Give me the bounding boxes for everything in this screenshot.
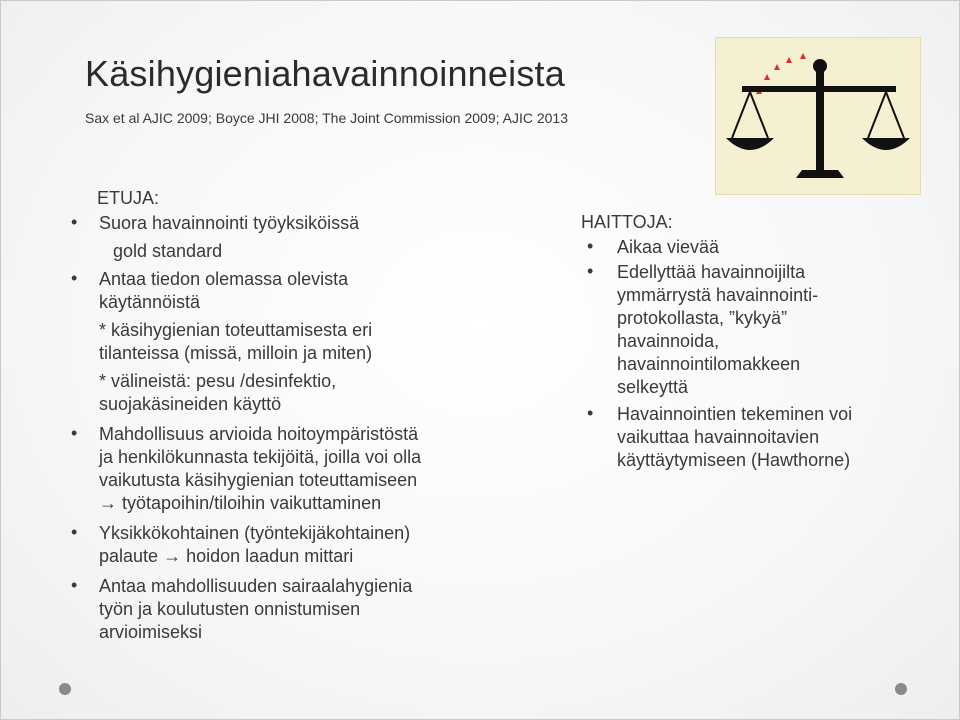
slide-title: Käsihygieniahavainnoinneista (85, 53, 565, 94)
item-text: selkeyttä (617, 377, 689, 397)
item-text: työn ja koulutusten onnistumisen (99, 599, 361, 619)
item-text: Antaa mahdollisuuden sairaalahygienia (99, 576, 413, 596)
bullet-icon: • (587, 403, 594, 423)
list-item (581, 403, 926, 472)
item-text: ymmärrystä havainnointi- (617, 285, 819, 305)
advantages-column (71, 187, 511, 644)
item-text: havainnointilomakkeen (617, 354, 801, 374)
item-text: Havainnointien tekeminen voi (617, 404, 853, 424)
advantages-list (71, 212, 511, 644)
list-item (581, 236, 926, 259)
item-text: käytännöistä (99, 292, 201, 312)
list-item (71, 423, 511, 515)
nav-dot-right (895, 683, 907, 695)
right-arrow-icon: → (99, 493, 117, 513)
bullet-icon: • (587, 261, 594, 281)
bullet-icon: • (71, 212, 78, 232)
item-text: gold standard (113, 241, 223, 261)
item-text: ja henkilökunnasta tekijöitä, joilla voi olla (99, 447, 422, 467)
item-text: Edellyttää havainnoijilta (617, 262, 806, 282)
item-text: työtapoihin/tiloihin vaikuttaminen (122, 493, 382, 513)
item-text: Suora havainnointi työyksiköissä (99, 213, 360, 233)
list-item (71, 522, 511, 568)
citation: Sax et al AJIC 2009; Boyce JHI 2008; The Joint Commission 2009; AJIC 2013 (85, 110, 569, 126)
disadvantages-column (581, 211, 926, 472)
bullet-icon: • (71, 268, 78, 288)
balance-scale-icon (716, 38, 920, 194)
item-text: Antaa tiedon olemassa olevista (99, 269, 349, 289)
item-text: vaikuttaa havainnoitavien (617, 427, 820, 447)
item-text: * välineistä: pesu /desinfektio, (99, 371, 337, 391)
bullet-icon: • (587, 236, 594, 256)
item-text-arrow-line (99, 545, 511, 568)
item-text: arvioimiseksi (99, 622, 203, 642)
item-text: käyttäytymiseen (Hawthorne) (617, 450, 851, 470)
list-item (581, 261, 926, 399)
bullet-icon: • (71, 522, 78, 542)
advantages-heading: ETUJA: (97, 188, 160, 208)
right-arrow-icon: → (163, 546, 182, 566)
balance-scale-image (715, 37, 921, 195)
item-text: Yksikkökohtainen (työntekijäkohtainen) (99, 523, 411, 543)
disadvantages-heading: HAITTOJA: (581, 212, 673, 232)
nav-dot-left (59, 683, 71, 695)
disadvantages-list (581, 236, 926, 472)
bullet-icon: • (71, 575, 78, 595)
item-text: suojakäsineiden käyttö (99, 394, 282, 414)
item-text: Aikaa vievää (617, 237, 720, 257)
item-text: * käsihygienian toteuttamisesta eri (99, 320, 373, 340)
item-text: protokollasta, ”kykyä” (617, 308, 788, 328)
item-text: vaikutusta käsihygienian toteuttamiseen (99, 470, 418, 490)
item-text: tilanteissa (missä, milloin ja miten) (99, 343, 373, 363)
item-text: havainnoida, (617, 331, 720, 351)
bullet-icon: • (71, 423, 78, 443)
list-item (71, 575, 511, 644)
item-text-arrow-line (99, 492, 511, 515)
list-item (71, 212, 511, 263)
item-text: Mahdollisuus arvioida hoitoympäristöstä (99, 424, 419, 444)
list-item (71, 268, 511, 416)
item-text: palaute (99, 546, 159, 566)
item-text: hoidon laadun mittari (186, 546, 354, 566)
